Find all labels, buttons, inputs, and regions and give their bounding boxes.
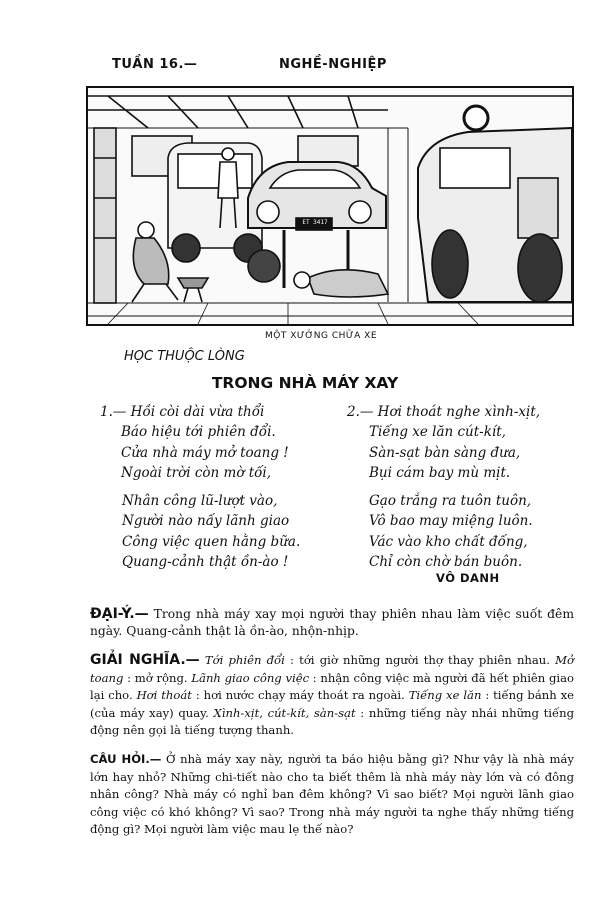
questions-label: CÂU HỎI.— (90, 752, 162, 766)
poem-col1-stanza2 (122, 491, 300, 572)
poem-line: Gạo trắng ra tuôn tuôn, (369, 493, 532, 509)
poem-line: Vô bao may miệng luôn. (369, 513, 533, 530)
vocab-term: Hơi thoát (136, 688, 192, 702)
main-idea-paragraph (90, 606, 574, 640)
poem-line: Chỉ còn chờ bán buôn. (369, 553, 523, 570)
vocab-definition: : mở rộng. (123, 670, 192, 685)
poem-line: Sàn-sạt bàn sàng đưa, (369, 444, 521, 461)
lesson-topic: NGHỀ-NGHIỆP (279, 57, 387, 72)
vocab-definition: : hơi nước chạy máy thoát ra ngoài. (191, 688, 409, 702)
poem-line: Vác vào kho chất đống, (369, 533, 528, 550)
vocab-definition: : tiếng bánh xe (của máy xay) quay. (90, 688, 574, 720)
vocab-definition: : những tiếng này nhái những tiếng động nên gọi là tiếng tượng thanh. (90, 705, 574, 737)
poem-line: Quang-cảnh thật ồn-ào ! (122, 553, 289, 570)
poem-col1-stanza1 (100, 402, 289, 483)
poem-line: Báo hiệu tới phiên đổi. (121, 424, 276, 441)
poem-line: Người nào nấy lãnh giao (122, 513, 290, 530)
vocab-definition: : tới giờ những người thợ thay phiên nhau. (284, 653, 556, 667)
vocab-term: Mở toang (90, 653, 574, 685)
poem-line: Nhân công lũ-lượt vào, (122, 493, 278, 509)
poem-col2-stanza1 (347, 402, 540, 483)
vocab-term: Tiếng xe lăn (408, 688, 482, 702)
main-idea-text: Trong nhà máy xay mọi người thay phiên nhau làm việc suốt đêm ngày. Quang-cảnh thật là ồn-ào, nhộn-nhịp. (90, 607, 574, 639)
main-idea-label: ĐẠI-Ý.— (90, 606, 149, 622)
poem-line: Bụi cám bay mù mịt. (369, 464, 511, 481)
poem-col2-stanza2 (369, 491, 533, 572)
vocab-definition: : nhận công việc mà người đã hết phiên giao lại cho. (90, 670, 574, 702)
poem-line: 2.— Hơi thoát nghe xình-xịt, (347, 404, 541, 420)
questions-paragraph (90, 751, 574, 839)
garage-drawing (88, 88, 572, 324)
poem-title: TRONG NHÀ MÁY XAY (211, 374, 399, 392)
poem-line: Ngoài trời còn mờ tối, (121, 464, 272, 481)
license-plate-left: ET 3417 (302, 219, 328, 226)
poem-line: Cửa nhà máy mở toang ! (121, 444, 289, 461)
poem-author: VÔ DANH (436, 571, 500, 585)
poem-line: 1.— Hồi còi dài vừa thổi (100, 404, 265, 420)
illustration-caption: MỘT XƯỞNG CHỮA XE (265, 331, 378, 341)
questions-text: Ở nhà máy xay này, người ta báo hiệu bằng gì? Như vậy là nhà máy lớn hay nhỏ? Những chi-tiết nào cho ta biết thêm là nhà máy này lớn và có đông nhân công? Nhà máy có nghỉ ban đêm không? Vì sao biết? Mọi người lãnh giao công việc có khó không? Vì sao? Trong nhà máy người ta nghe thấy những tiếng động gì? Mọi người làm việc mau lẹ thế nào? (90, 752, 574, 836)
vocab-term: Lãnh giao công việc (191, 670, 310, 685)
garage-illustration (86, 86, 574, 326)
lesson-week: TUẦN 16.— (112, 57, 198, 72)
memorize-instruction: HỌC THUỘC LÒNG (124, 349, 245, 364)
vocab-term: Tới phiên đổi (204, 653, 285, 667)
vocab-term: Xình-xịt, cút-kít, sàn-sạt (213, 705, 356, 720)
poem-line: Tiếng xe lăn cút-kít, (369, 424, 506, 441)
vocabulary-paragraph (90, 652, 574, 740)
poem-line: Công việc quen hằng bữa. (122, 533, 301, 550)
vocabulary-label: GIẢI NGHĨA.— (90, 652, 200, 668)
